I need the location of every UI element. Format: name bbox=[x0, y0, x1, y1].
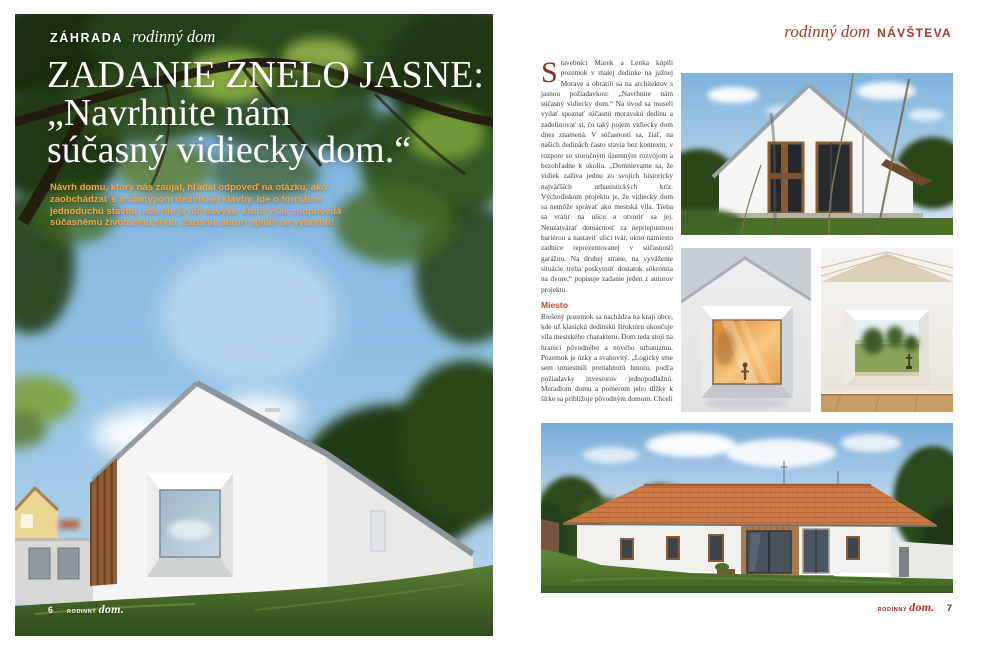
article-paragraph-2: Riešený pozemok sa nachádza na kraji obce, kde už klasickú dedinskú štruktúru ukončuje vila mestského charakteru. Dom teda stojí na hranici pôvodného a nového urbanizmu. Pozemok je úzky a svahovitý. „Logicky sme sem umiestnili pretiahnutú hmotu, podľa požiadavky investorov jednopodlažnú. Meradlom domu a pomerom jeho dĺžky k šírke sa približuje pôvodným domom. Chceli bbox=[541, 311, 673, 404]
article-lead: Návrh domu, ktorý nás zaujal, hľadal odpoveď na otázku, ako zaobchádzať s archetypom dedinskej stavby. Ide o formálne jednoduchú stavbu, kde nie je nič navyše, ktorá však zodpovedá súčasnému životnému štýlu. Zadanie autori splnili na výbornú! bbox=[50, 182, 342, 229]
title-line-1: ZADANIE ZNELO JASNE: bbox=[47, 54, 484, 96]
right-page-footer bbox=[878, 600, 952, 615]
page-number-left: 6 bbox=[48, 605, 54, 615]
right-page-header bbox=[784, 22, 952, 42]
magazine-logo-left bbox=[67, 602, 124, 617]
magazine-logo-prefix: RODINNÝ bbox=[67, 609, 97, 615]
drop-cap: S bbox=[541, 56, 558, 89]
article-paragraph-1 bbox=[541, 58, 673, 295]
header-section-label: NÁVŠTEVA bbox=[877, 26, 952, 40]
page-number-right: 7 bbox=[946, 603, 952, 614]
article-title bbox=[47, 54, 484, 171]
article-body-column bbox=[541, 58, 673, 405]
title-line-2: „Navrhnite nám bbox=[47, 91, 291, 134]
photo-street-facade bbox=[681, 73, 953, 235]
kicker-section-label: ZÁHRADA bbox=[50, 31, 123, 45]
left-page-footer bbox=[48, 602, 124, 617]
magazine-logo-word: dom. bbox=[98, 602, 125, 616]
photo-window-exterior-detail bbox=[681, 248, 811, 412]
photo-window-interior-view bbox=[821, 248, 953, 412]
magazine-logo-prefix-right: RODINNÝ bbox=[877, 607, 908, 613]
title-line-3: súčasný vidiecky dom.“ bbox=[47, 129, 412, 171]
paragraph-1-text: tavebníci Marek a Lenka kúpili pozemok v malej dedinke na južnej Morave a obrátili sa na architektov s jasnou požiadavkou: „Navrhnite nám súčasný vidiecky dom.“ Na úvod sa museli vydať spoznať súčasnú moravskú dedinu a zadefinovať si, čo taký pojem vidiecky dom dnes znamená. V súčasnosti sa, žiaľ, na našich dedinách často stavia bez kontextu, v rozpore so storočným územným rozvojom a bezohľadne k okoliu. „Domnievame sa, že vidiek zažíva jednu zo svojich historicky najväčších urbanistických kríz. Východiskom projektu je, že vidiecky dom sa nemôže správať ako mestská vila. Treba sa vrátiť na ulicu a otvoriť sa jej. Neuzatvárať domácnosť za nepriepustnou bariérou a nastaviť ulici tvár, okno namiesto zadnice reprezentovanej v súčasnosti garážou. Na druhej strane, na vyváženie situácie treba poskytnúť dostatok súkromia na dvore,“ popisuje zadanie jeden z autorov projektu. bbox=[541, 58, 673, 294]
magazine-logo-word-right: dom. bbox=[909, 600, 935, 614]
photo-backyard-long-house bbox=[541, 423, 953, 593]
magazine-logo-right bbox=[878, 600, 935, 615]
section-kicker bbox=[50, 27, 215, 47]
header-category-label: rodinný dom bbox=[784, 22, 871, 41]
kicker-category-label: rodinný dom bbox=[132, 27, 216, 46]
subheading-miesto: Miesto bbox=[541, 299, 568, 310]
